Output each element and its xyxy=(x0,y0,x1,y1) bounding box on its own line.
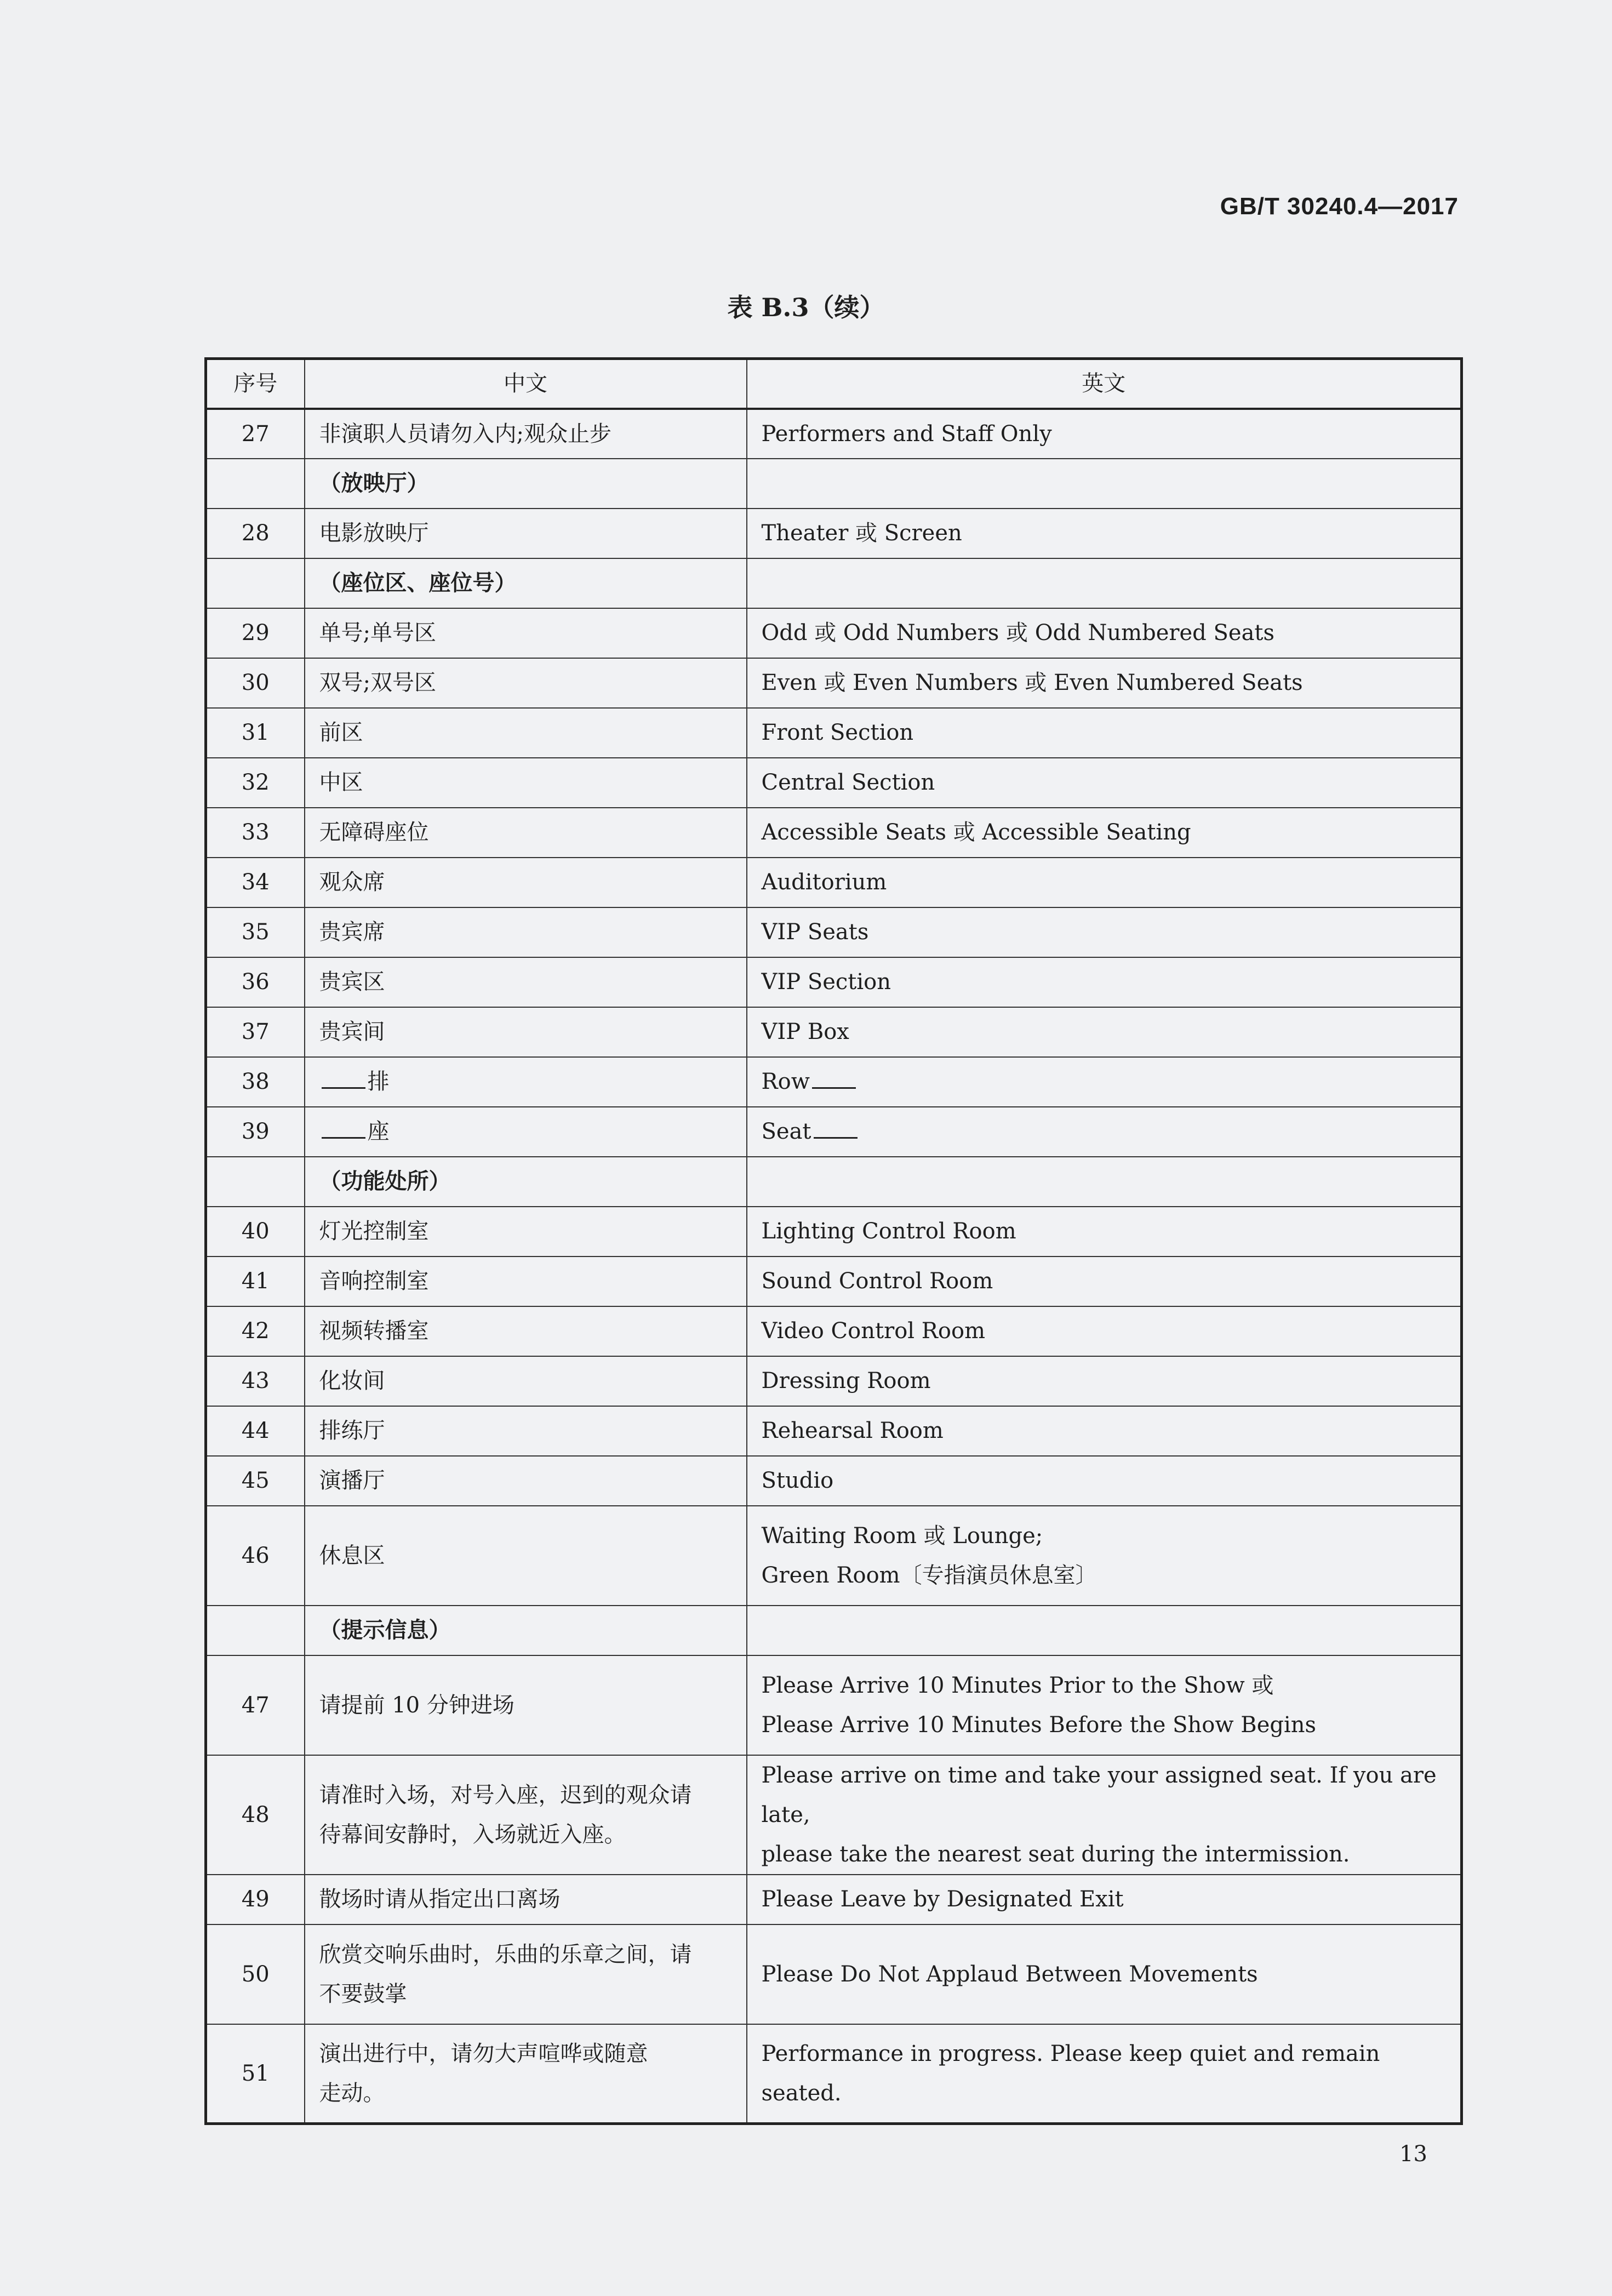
chinese-text: 贵宾间 xyxy=(305,1007,747,1057)
section-row xyxy=(206,558,1462,608)
row-number: 37 xyxy=(206,1007,305,1057)
english-text: Performance in progress. Please keep quiet and remain seated. xyxy=(747,2024,1462,2124)
table-row xyxy=(206,957,1462,1007)
table-caption: 表 B.3（续） xyxy=(727,293,885,322)
section-heading: （功能处所） xyxy=(305,1157,747,1207)
english-text: Front Section xyxy=(747,708,1462,758)
row-number: 46 xyxy=(206,1506,305,1606)
chinese-text: 休息区 xyxy=(305,1506,747,1606)
chinese-text: 视频转播室 xyxy=(305,1306,747,1356)
row-number xyxy=(206,558,305,608)
table-row xyxy=(206,1306,1462,1356)
row-number: 32 xyxy=(206,758,305,808)
table-header-row xyxy=(206,359,1462,409)
table-row xyxy=(206,1057,1462,1107)
row-number xyxy=(206,459,305,509)
chinese-text xyxy=(305,1107,747,1157)
english-text xyxy=(747,558,1462,608)
table-row xyxy=(206,608,1462,658)
chinese-text: 中区 xyxy=(305,758,747,808)
table-row xyxy=(206,1356,1462,1406)
fill-in-blank xyxy=(812,1069,856,1089)
row-number: 42 xyxy=(206,1306,305,1356)
chinese-text: 双号;双号区 xyxy=(305,658,747,708)
row-number: 33 xyxy=(206,808,305,858)
table-row xyxy=(206,1875,1462,1924)
chinese-text: 灯光控制室 xyxy=(305,1207,747,1256)
english-text: VIP Box xyxy=(747,1007,1462,1057)
page-number: 13 xyxy=(1399,2141,1427,2167)
column-header-number: 序号 xyxy=(206,359,305,409)
row-number: 36 xyxy=(206,957,305,1007)
english-text: Accessible Seats 或 Accessible Seating xyxy=(747,808,1462,858)
table-row xyxy=(206,808,1462,858)
english-text: Auditorium xyxy=(747,858,1462,907)
english-text xyxy=(747,1157,1462,1207)
table-row xyxy=(206,907,1462,957)
english-text: Video Control Room xyxy=(747,1306,1462,1356)
chinese-text: 电影放映厅 xyxy=(305,509,747,558)
table-row xyxy=(206,658,1462,708)
chinese-text: 无障碍座位 xyxy=(305,808,747,858)
row-number: 50 xyxy=(206,1924,305,2024)
english-text: Central Section xyxy=(747,758,1462,808)
row-number: 49 xyxy=(206,1875,305,1924)
english-text: Lighting Control Room xyxy=(747,1207,1462,1256)
english-label: Seat xyxy=(761,1119,811,1144)
row-number: 30 xyxy=(206,658,305,708)
chinese-label: 排 xyxy=(367,1069,390,1094)
row-number: 31 xyxy=(206,708,305,758)
english-text: VIP Seats xyxy=(747,907,1462,957)
standard-code: GB/T 30240.4—2017 xyxy=(1220,193,1459,220)
english-text: Please Leave by Designated Exit xyxy=(747,1875,1462,1924)
section-heading: （座位区、座位号） xyxy=(305,558,747,608)
table-row xyxy=(206,1755,1462,1875)
table-row xyxy=(206,2024,1462,2124)
english-text: Please Do Not Applaud Between Movements xyxy=(747,1924,1462,2024)
english-text: Theater 或 Screen xyxy=(747,509,1462,558)
table-row xyxy=(206,1007,1462,1057)
signage-translation-table xyxy=(204,357,1463,2125)
chinese-text: 观众席 xyxy=(305,858,747,907)
table-row xyxy=(206,858,1462,907)
fill-in-blank xyxy=(814,1118,858,1139)
row-number: 51 xyxy=(206,2024,305,2124)
table-row xyxy=(206,1107,1462,1157)
table-row xyxy=(206,1655,1462,1755)
english-text: VIP Section xyxy=(747,957,1462,1007)
chinese-text: 欣赏交响乐曲时，乐曲的乐章之间，请 不要鼓掌 xyxy=(305,1924,747,2024)
fill-in-blank xyxy=(322,1118,365,1139)
table-row xyxy=(206,1256,1462,1306)
english-text xyxy=(747,459,1462,509)
chinese-text: 化妆间 xyxy=(305,1356,747,1406)
row-number: 45 xyxy=(206,1456,305,1506)
row-number: 28 xyxy=(206,509,305,558)
section-row xyxy=(206,459,1462,509)
english-text: Even 或 Even Numbers 或 Even Numbered Seats xyxy=(747,658,1462,708)
chinese-text: 排练厅 xyxy=(305,1406,747,1456)
row-number: 35 xyxy=(206,907,305,957)
row-number: 34 xyxy=(206,858,305,907)
chinese-text: 贵宾席 xyxy=(305,907,747,957)
row-number: 48 xyxy=(206,1755,305,1875)
english-text: Performers and Staff Only xyxy=(747,409,1462,459)
chinese-text: 单号;单号区 xyxy=(305,608,747,658)
english-text: Please arrive on time and take your assigned seat. If you are late, please take the nearest seat during the intermission. xyxy=(747,1755,1462,1875)
english-text: Waiting Room 或 Lounge; Green Room〔专指演员休息室〕 xyxy=(747,1506,1462,1606)
section-row xyxy=(206,1606,1462,1655)
section-heading: （提示信息） xyxy=(305,1606,747,1655)
row-number: 40 xyxy=(206,1207,305,1256)
chinese-text xyxy=(305,1057,747,1107)
table-row xyxy=(206,1924,1462,2024)
section-row xyxy=(206,1157,1462,1207)
english-text xyxy=(747,1057,1462,1107)
table-row xyxy=(206,708,1462,758)
english-text: Sound Control Room xyxy=(747,1256,1462,1306)
column-header-chinese: 中文 xyxy=(305,359,747,409)
row-number: 27 xyxy=(206,409,305,459)
section-heading: （放映厅） xyxy=(305,459,747,509)
row-number xyxy=(206,1157,305,1207)
english-text xyxy=(747,1107,1462,1157)
english-text: Rehearsal Room xyxy=(747,1406,1462,1456)
chinese-text: 贵宾区 xyxy=(305,957,747,1007)
chinese-text: 前区 xyxy=(305,708,747,758)
column-header-english: 英文 xyxy=(747,359,1462,409)
row-number: 41 xyxy=(206,1256,305,1306)
table-row xyxy=(206,1506,1462,1606)
row-number: 29 xyxy=(206,608,305,658)
row-number: 38 xyxy=(206,1057,305,1107)
row-number: 43 xyxy=(206,1356,305,1406)
english-text: Dressing Room xyxy=(747,1356,1462,1406)
chinese-text: 非演职人员请勿入内;观众止步 xyxy=(305,409,747,459)
chinese-text: 演出进行中，请勿大声喧哗或随意 走动。 xyxy=(305,2024,747,2124)
row-number: 39 xyxy=(206,1107,305,1157)
table-row xyxy=(206,1207,1462,1256)
chinese-text: 演播厅 xyxy=(305,1456,747,1506)
fill-in-blank xyxy=(322,1069,365,1089)
english-label: Row xyxy=(761,1069,810,1094)
english-text: Studio xyxy=(747,1456,1462,1506)
english-text xyxy=(747,1606,1462,1655)
english-text: Please Arrive 10 Minutes Prior to the Show 或 Please Arrive 10 Minutes Before the Show Begins xyxy=(747,1655,1462,1755)
table-row xyxy=(206,1456,1462,1506)
row-number: 44 xyxy=(206,1406,305,1456)
row-number: 47 xyxy=(206,1655,305,1755)
table-row xyxy=(206,758,1462,808)
table-row xyxy=(206,409,1462,459)
chinese-text: 请提前 10 分钟进场 xyxy=(305,1655,747,1755)
chinese-label: 座 xyxy=(367,1119,390,1144)
english-text: Odd 或 Odd Numbers 或 Odd Numbered Seats xyxy=(747,608,1462,658)
chinese-text: 音响控制室 xyxy=(305,1256,747,1306)
chinese-text: 请准时入场，对号入座，迟到的观众请 待幕间安静时，入场就近入座。 xyxy=(305,1755,747,1875)
chinese-text: 散场时请从指定出口离场 xyxy=(305,1875,747,1924)
table-row xyxy=(206,509,1462,558)
table-row xyxy=(206,1406,1462,1456)
row-number xyxy=(206,1606,305,1655)
